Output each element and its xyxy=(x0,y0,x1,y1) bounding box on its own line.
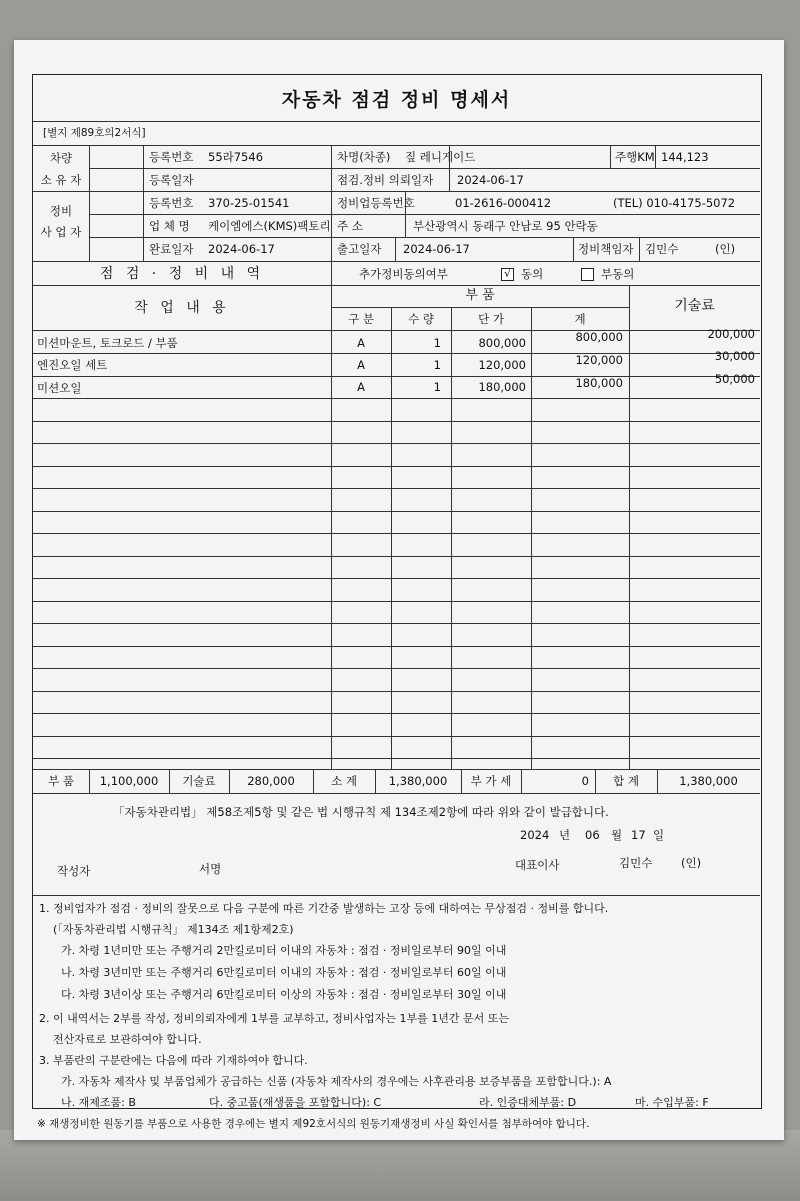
divider xyxy=(143,145,144,261)
desk-surface xyxy=(0,1130,800,1201)
item-unit-price: 120,000 xyxy=(478,358,526,372)
note-3: 3. 부품란의 구분란에는 다음에 따라 기재하여야 합니다. xyxy=(39,1054,308,1067)
row-line xyxy=(33,533,760,534)
subtotal-label: 소 계 xyxy=(331,774,357,788)
paper-sheet xyxy=(14,40,784,1140)
rep-label: 대표이사 xyxy=(515,858,560,872)
work-section-title: 점 검 · 정 비 내 역 xyxy=(99,266,265,282)
manager-label: 정비책임자 xyxy=(578,242,634,256)
note-3-a: 가. 자동차 제작사 및 부품업체가 공급하는 신품 (자동차 제작사의 경우에는 사후관리용 보증부품을 포함합니다.): A xyxy=(61,1075,612,1088)
col-qty: 수 량 xyxy=(408,312,434,326)
item-sum: 800,000 xyxy=(575,330,623,344)
issue-day: 17 xyxy=(631,828,646,842)
divider xyxy=(89,168,760,169)
row-line xyxy=(33,668,760,669)
divider xyxy=(33,769,760,770)
col-unit-price: 단 가 xyxy=(478,312,504,326)
row-line xyxy=(33,691,760,692)
col-sum: 계 xyxy=(574,312,586,326)
biz-reg-no: 01-2616-000412 xyxy=(455,196,552,210)
agree-label: 동의 xyxy=(521,267,544,281)
row-line xyxy=(33,578,760,579)
item-desc: 엔진오일 세트 xyxy=(37,358,108,372)
request-date: 2024-06-17 xyxy=(457,173,524,187)
item-sum: 120,000 xyxy=(575,353,623,367)
note-2-b: 전산자료로 보관하여야 합니다. xyxy=(53,1033,202,1046)
item-type: A xyxy=(357,358,365,372)
disagree-checkbox[interactable] xyxy=(581,268,594,281)
row-line xyxy=(33,713,760,714)
shop-name: 케이엠에스(KMS)팩토리 xyxy=(208,219,331,233)
divider xyxy=(89,237,760,238)
divider xyxy=(33,793,760,794)
item-qty: 1 xyxy=(433,336,441,350)
row-line xyxy=(33,466,760,467)
divider xyxy=(655,145,656,168)
item-tech-fee: 200,000 xyxy=(707,327,755,341)
divider xyxy=(33,285,760,286)
divider xyxy=(610,145,611,168)
divider xyxy=(639,237,640,261)
item-type: A xyxy=(357,380,365,394)
row-line xyxy=(33,443,760,444)
mileage-label: 주행KM xyxy=(615,150,655,164)
form-number: [별지 제89호의2서식] xyxy=(43,127,146,139)
owner-section-label: 소 유 자 xyxy=(40,173,82,187)
note-1-c: 다. 차령 3년이상 또는 주행거리 6만킬로미터 이상의 자동차 : 점검 · 정비일로부터 30일 이내 xyxy=(61,988,507,1001)
vehicle-reg-date-label: 등록일자 xyxy=(149,173,194,187)
vehicle-model: 짚 레니게이드 xyxy=(405,150,476,164)
row-line xyxy=(33,511,760,512)
vehicle-reg-no-label: 등록번호 xyxy=(149,150,194,164)
work-content-header: 작 업 내 용 xyxy=(134,300,230,316)
note-1-b: 나. 차령 3년미만 또는 주행거리 6만킬로미터 이내의 자동차 : 점검 · 정비일로부터 60일 이내 xyxy=(61,966,507,979)
issue-month: 06 xyxy=(585,828,600,842)
item-qty: 1 xyxy=(433,358,441,372)
sign-label: 서명 xyxy=(199,862,222,876)
divider xyxy=(89,145,90,261)
document-title: 자동차 점검 정비 명세서 xyxy=(281,89,512,111)
col-type: 구 분 xyxy=(348,312,374,326)
issue-month-unit: 월 xyxy=(611,828,623,842)
issue-year-unit: 년 xyxy=(559,828,571,842)
item-desc: 미션마운트, 토크로드 / 부품 xyxy=(37,336,178,350)
divider xyxy=(331,145,332,261)
note-1: 1. 정비업자가 점검 · 정비의 잘못으로 다음 구분에 따른 기간중 발생하는 고장 등에 대하여는 무상점검 · 정비를 합니다. xyxy=(39,902,609,915)
vehicle-model-label: 차명(차종) xyxy=(337,150,391,164)
note-2: 2. 이 내역서는 2부를 작성, 정비의뢰자에게 1부를 교부하고, 정비사업자는 1부를 1년간 문서 또는 xyxy=(39,1012,509,1025)
note-3-f: 마. 수입부품: F xyxy=(635,1096,709,1109)
item-tech-fee: 50,000 xyxy=(714,372,755,386)
complete-date: 2024-06-17 xyxy=(208,242,275,256)
note-3-c: 다. 중고품(재생품을 포함합니다): C xyxy=(209,1096,382,1109)
mileage-value: 144,123 xyxy=(661,150,709,164)
request-date-label: 점검.정비 의뢰일자 xyxy=(337,173,434,187)
manager-seal: (인) xyxy=(715,242,736,256)
total-parts-label: 부 품 xyxy=(48,774,74,788)
manager-name: 김민수 xyxy=(645,242,679,256)
biz-reg-label: 정비업등록번호 xyxy=(337,196,415,210)
item-unit-price: 180,000 xyxy=(478,380,526,394)
row-line xyxy=(33,556,760,557)
item-type: A xyxy=(357,336,365,350)
grand-total-label: 합 계 xyxy=(613,774,639,788)
item-desc: 미션오일 xyxy=(37,381,82,395)
issue-day-unit: 일 xyxy=(653,828,665,842)
divider xyxy=(573,237,574,261)
shop-name-label: 업 체 명 xyxy=(149,219,190,233)
address-label: 주 소 xyxy=(337,219,363,233)
note-3-d: 라. 인증대체부품: D xyxy=(479,1096,577,1109)
divider xyxy=(89,214,760,215)
form-frame xyxy=(32,74,762,1130)
row-line xyxy=(33,488,760,489)
parts-header: 부 품 xyxy=(465,288,495,303)
row-line xyxy=(33,736,760,737)
row-line xyxy=(33,601,760,602)
row-line xyxy=(33,398,760,399)
item-tech-fee: 30,000 xyxy=(714,349,755,363)
vat: 0 xyxy=(581,774,589,788)
note-1-a: 가. 차령 1년미만 또는 주행거리 2만킬로미터 이내의 자동차 : 점검 · 정비일로부터 90일 이내 xyxy=(61,944,507,957)
shop-section-label-2: 사 업 자 xyxy=(40,225,82,239)
agree-checkbox[interactable]: √ xyxy=(501,268,514,281)
issue-statement: 「자동차관리법」 제58조제5항 및 같은 법 시행규칙 제 134조제2항에 따라 위와 같이 발급합니다. xyxy=(113,805,609,819)
vehicle-reg-no: 55라7546 xyxy=(208,150,264,164)
rep-seal: (인) xyxy=(681,856,702,870)
grand-total: 1,380,000 xyxy=(679,774,738,788)
total-tech-label: 기술료 xyxy=(182,774,216,788)
row-line xyxy=(33,758,760,759)
divider xyxy=(395,237,396,261)
rep-name: 김민수 xyxy=(619,856,653,870)
disagree-label: 부동의 xyxy=(601,267,635,281)
consent-label: 추가정비동의여부 xyxy=(359,267,448,281)
shop-reg-no-label: 등록번호 xyxy=(149,196,194,210)
release-date-label: 출고일자 xyxy=(337,242,382,256)
subtotal: 1,380,000 xyxy=(388,774,448,788)
shop-reg-no: 370-25-01541 xyxy=(208,196,290,210)
shop-address: 부산광역시 동래구 안남로 95 안락동 xyxy=(413,219,598,233)
issue-year: 2024 xyxy=(520,828,550,842)
total-tech: 280,000 xyxy=(247,774,295,788)
vat-label: 부 가 세 xyxy=(470,774,512,788)
row-line xyxy=(33,421,760,422)
item-sum: 180,000 xyxy=(575,376,623,390)
divider xyxy=(331,307,629,308)
row-line xyxy=(33,646,760,647)
item-unit-price: 800,000 xyxy=(478,336,526,350)
shop-tel: (TEL) 010-4175-5072 xyxy=(613,196,736,210)
divider xyxy=(33,121,760,122)
total-parts: 1,100,000 xyxy=(99,774,159,788)
note-3-b: 나. 재제조품: B xyxy=(61,1096,136,1109)
vehicle-section-label: 차량 xyxy=(49,151,73,165)
writer-label: 작성자 xyxy=(57,864,91,878)
divider xyxy=(33,261,760,262)
complete-date-label: 완료일자 xyxy=(149,242,194,256)
item-qty: 1 xyxy=(433,380,441,394)
note-1-ref: (「자동차관리법 시행규칙」 제134조 제1항제2호) xyxy=(53,923,294,936)
shop-section-label: 정비 xyxy=(49,204,73,218)
divider xyxy=(33,895,760,896)
row-line xyxy=(33,623,760,624)
release-date: 2024-06-17 xyxy=(403,242,470,256)
tech-fee-header: 기술료 xyxy=(674,298,715,314)
note-4: ※ 재생정비한 원동기를 부품으로 사용한 경우에는 별지 제92호서식의 원동기재생정비 사실 확인서를 첨부하여야 합니다. xyxy=(37,1118,590,1130)
